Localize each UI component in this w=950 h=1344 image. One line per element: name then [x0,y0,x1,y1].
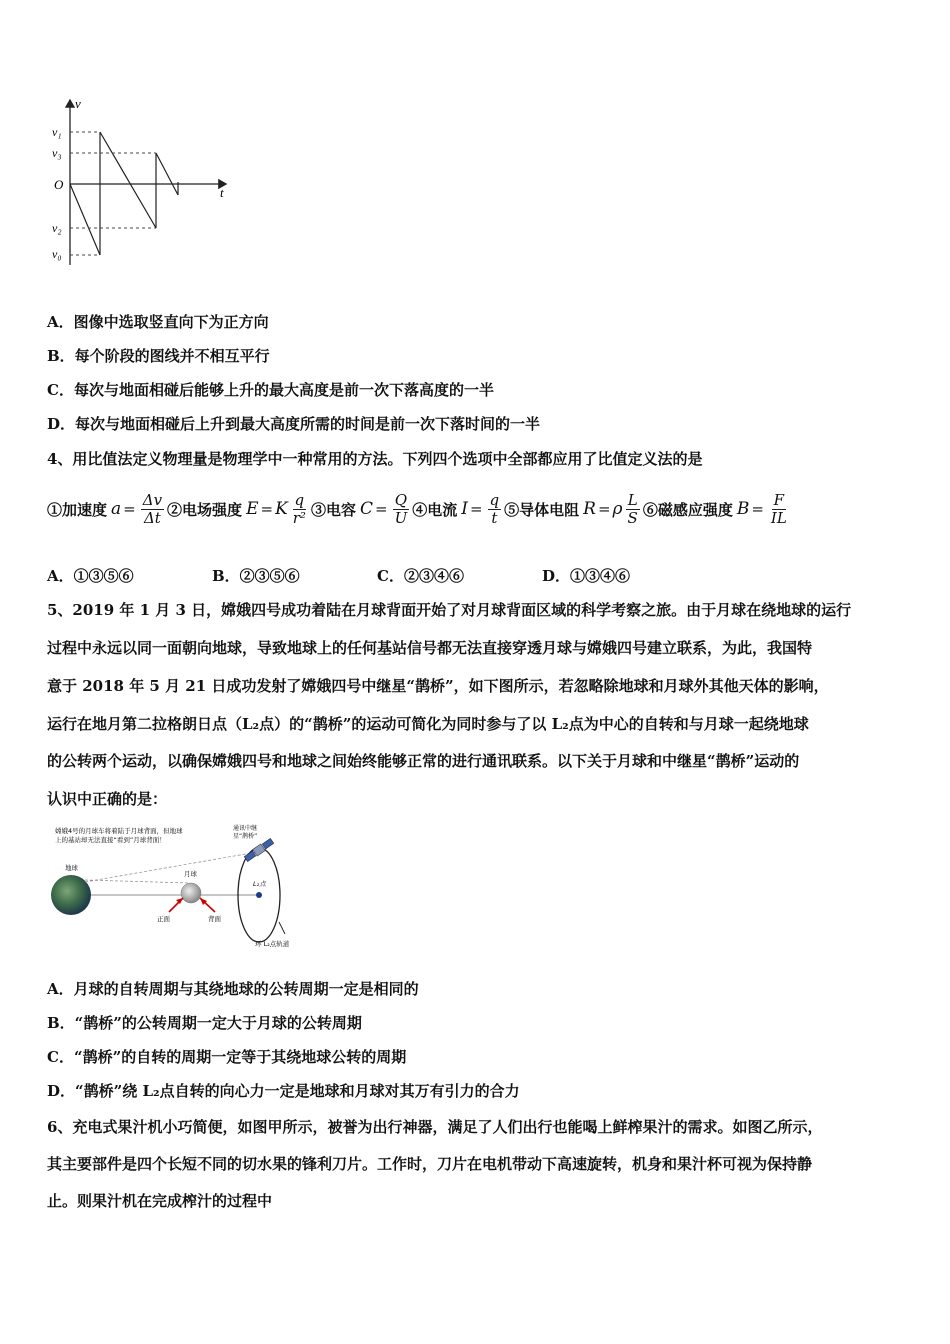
formula-i-lhs: I [461,499,468,519]
formula-e-frac: $\frac{q}{\text{r²}}$ [292,490,306,527]
formula-a-frac: $\frac{\Delta v}{\Delta t}$ [142,490,163,527]
q4-option-c: C．②③④⑥ [377,567,464,585]
q6-line-1: 6、充电式果汁机小巧简便，如图甲所示，被誉为出行神器，满足了人们出行也能喝上鲜榨果汁的需求。如图乙所示， [47,1118,823,1136]
label-v3: v₃ [52,146,62,160]
formula-e-lhs: E [246,499,259,519]
q4-item-6: ⑥磁感应强度 [642,500,733,519]
q5-line-3: 意于 2018 年 5 月 21 日成功发射了嫦娥四号中继星“鹊桥”，如下图所示，若忽略除地球和月球外其他天体的影响， [47,677,829,695]
graph-guide-lines [70,132,156,255]
formula-b-lhs: B [736,499,750,519]
q5-line-2: 过程中永远以同一面朝向地球，导致地球上的任何基站信号都无法直接穿透月球与嫦娥四号建立联系，为此，我国特 [47,639,813,657]
q4-formula-row: ①加速度 a = $\frac{\Delta v}{\Delta t}$ ②电场强度 E = K $\frac{q}{\text{r²}}$ ③电容 C = $\frac{Q}{U}$ ④电流 I = $\frac{q}{t}$ ⑤导体电阻 R = ρ $\frac{L}{S}$ ⑥磁感应强度 B = $\frac{F}{IL}$ [47,490,787,527]
q4-item-2: ②电场强度 [167,500,243,519]
q5-option-b: B．“鹊桥”的公转周期一定大于月球的公转周期 [47,1014,362,1032]
q3-option-d: D．每次与地面相碰后上升到最大高度所需的时间是前一次下落时间的一半 [47,415,541,433]
sight-line-2 [85,880,190,883]
formula-a-lhs: a [111,499,122,519]
earth-icon [51,875,91,915]
q5-line-4: 运行在地月第二拉格朗日点（L₂点）的“鹊桥”的运动可简化为同时参与了以 L₂点为中心的自转和与月球一起绕地球 [47,715,809,733]
q3-option-b: B．每个阶段的图线并不相互平行 [47,347,270,365]
fig-front-label: 正面 [157,915,170,923]
formula-b-frac: $\frac{F}{IL}$ [770,490,787,527]
label-v0: v₀ [52,247,62,261]
graph-lines [70,132,178,255]
q3-option-a: A．图像中选取竖直向下为正方向 [47,313,269,331]
fig-moon-label: 月球 [184,870,197,878]
q5-option-c: C．“鹊桥”的自转的周期一定等于其绕地球公转的周期 [47,1048,407,1066]
q4-item-4: ④电流 [412,500,458,519]
fig-l2-label: L₂点 [253,880,266,888]
q5-option-d: D．“鹊桥”绕 L₂点自转的向心力一定是地球和月球对其万有引力的合力 [47,1082,520,1100]
formula-r-frac: $\frac{L}{S}$ [627,490,638,527]
fig-sat-label-2: 星“鹊桥” [233,833,258,840]
q5-line-1: 5、2019 年 1 月 3 日，嫦娥四号成功着陆在月球背面开始了对月球背面区域的科学考察之旅。由于月球在绕地球的运行 [47,601,852,619]
label-v2: v₂ [52,221,62,235]
fig-note-2: 上的基站却无法直接“看到”月球背面！ [55,836,166,844]
q6-line-2: 其主要部件是四个长短不同的切水果的锋利刀片。工作时，刀片在电机带动下高速旋转，机身和果汁杯可视为保持静 [47,1155,813,1173]
axis-label-t: t [220,185,224,200]
q5-option-a: A．月球的自转周期与其绕地球的公转周期一定是相同的 [47,980,419,998]
l2-point [256,892,262,898]
axis-label-v: v [75,96,81,111]
q4-item-5: ⑤导体电阻 [504,500,580,519]
q4-item-3: ③电容 [310,500,356,519]
q4-item-1: ①加速度 [47,500,108,519]
satellite-icon [244,838,275,863]
formula-c-lhs: C [359,499,373,519]
fig-sat-label-1: 通讯中继 [233,825,258,832]
sight-line-1 [85,852,257,882]
label-v1: v₁ [52,125,62,139]
formula-c-frac: $\frac{Q}{U}$ [394,490,408,527]
q5-line-6: 认识中正确的是： [47,790,168,808]
orbit-pointer [279,922,285,934]
velocity-time-graph [48,95,238,270]
q5-line-5: 的公转两个运动，以确保嫦娥四号和地球之间始终能够正常的进行通讯联系。以下关于月球和中继星“鹊桥”运动的 [47,752,800,770]
origin-label: O [54,177,64,192]
q6-line-3: 止。则果汁机在完成榨汁的过程中 [47,1192,273,1210]
formula-i-frac: $\frac{q}{t}$ [489,490,500,527]
q4-option-d: D．①③④⑥ [542,567,631,585]
q3-option-c: C．每次与地面相碰后能够上升的最大高度是前一次下落高度的一半 [47,381,494,399]
formula-r-lhs: R [583,499,596,519]
earth-moon-l2-figure [45,818,315,953]
q4-option-a: A．①③⑤⑥ [47,567,134,585]
fig-earth-label: 地球 [65,864,78,872]
fig-back-label: 背面 [208,915,221,923]
moon-icon [181,883,201,903]
q4-option-b: B．②③⑤⑥ [212,567,300,585]
fig-note-1: 嫦娥4号的月球车将着陆于月球背面，但地球 [55,827,183,835]
q4-stem: 4、用比值法定义物理量是物理学中一种常用的方法。下列四个选项中全部都应用了比值定义法的是 [47,450,703,468]
fig-orbit-label: 环 L₂点轨道 [255,940,290,948]
